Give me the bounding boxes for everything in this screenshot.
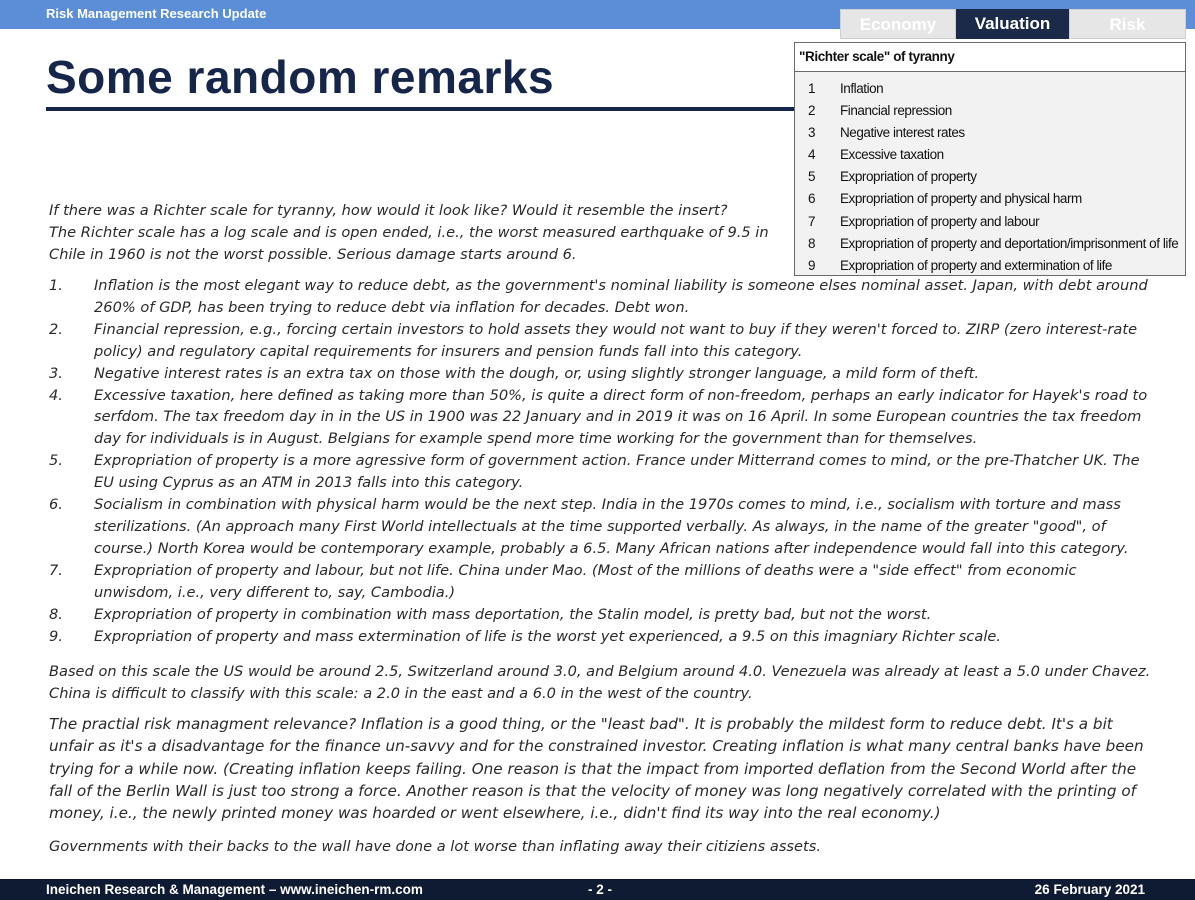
list-item-number: 5. [49,452,63,470]
list-item-number: 9. [49,627,63,645]
tab-economy[interactable]: Economy [840,9,956,39]
intro-paragraph [49,200,784,266]
insert-item-number: 1 [808,81,816,96]
list-item-text: Expropriation of property in combination with mass deportation, the Stalin model, is pretty bad, but not the worst. [94,605,932,623]
section-tabs [840,9,1186,39]
list-item-number: 3. [49,364,63,382]
insert-item [795,144,1185,166]
list-item [49,450,1159,494]
list-item-text: Socialism in combination with physical harm would be the next step. India in the 1970s comes to mind, i.e., socialism with torture and mass sterilizations. (An approach many First World intellectuals at the time supported verbally. As always, in the name of the greater "good", of course.) North Korea would be contemporary example, probably a 6.5. Many African nations after independence would fall into this category. [94,496,1129,557]
footer-company: Ineichen Research & Management – www.ineichen-rm.com [46,882,423,897]
list-item [49,385,1159,451]
list-item [49,363,1159,385]
page-title: Some random remarks [46,51,555,103]
insert-item-number: 4 [808,147,816,163]
insert-item-label: Expropriation of property and physical harm [840,191,1082,207]
insert-item-label: Expropriation of property [840,169,977,185]
tyranny-list [49,275,1159,647]
list-item-text: Financial repression, e.g., forcing certain investors to hold assets they would not want to buy if they weren't forced to. ZIRP (zero interest-rate policy) and regulatory capital requirements for insurers and pension funds fall into this category. [94,320,1138,360]
insert-item-label: Expropriation of property and extermination of life [840,257,1112,273]
list-item [49,319,1159,363]
insert-item-number: 8 [808,235,816,251]
list-item-number: 6. [49,496,63,514]
list-item [49,275,1159,319]
insert-item [795,166,1185,188]
list-item-text: Excessive taxation, here defined as taking more than 50%, is quite a direct form of non-freedom, perhaps an early indicator for Hayek's road to serfdom. The tax freedom day in in the US in 1900 was 22 January and in 2019 it was on 16 April. In some European countries the tax freedom day for individuals is in August. Belgians for example spend more time working for the government than for themselves. [94,386,1148,448]
section-label: Risk Management Research Update [46,6,267,21]
title-underline [46,107,798,111]
insert-title: "Richter scale" of tyranny [795,43,1185,72]
list-item-text: Expropriation of property and labour, but not life. China under Mao. (Most of the millions of deaths were a "side effect" from economic unwisdom, i.e., very different to, say, Cambodia.) [94,561,1077,601]
insert-item-number: 5 [808,169,816,185]
insert-item-label: Excessive taxation [840,147,944,163]
insert-item [795,255,1185,277]
list-item-number: 2. [49,320,63,338]
footer-page-number: - 2 - [588,882,613,897]
relevance-paragraph: The practial risk managment relevance? Inflation is a good thing, or the "least bad". It is probably the mildest form to reduce debt. It's a bit unfair as it's a disadvantage for the finance un-savvy and for the constrained investor. Creating inflation is what many central banks have been trying for a while now. (Creating inflation keeps failing. One reason is that the impact from imported deflation from the Second World after the fall of the Berlin Wall is just too strong a force. Another reason is that the velocity of money was long negatively correlated with the printing of money, i.e., the newly printed money was hoarded or went elsewhere, i.e., didn't find its way into the real economy.) [49,715,1144,823]
tab-risk[interactable]: Risk [1069,9,1186,39]
list-item-number: 7. [49,561,63,579]
list-item-text: Expropriation of property and mass extermination of life is the worst yet experienced, a 9.5 on this imagniary Richter scale. [94,627,1002,645]
list-item-number: 4. [49,386,63,404]
richter-scale-insert [794,42,1186,276]
insert-item [795,78,1185,100]
list-item-number: 1. [49,277,63,294]
list-item-number: 8. [49,605,63,623]
insert-list [795,72,1185,277]
intro-line: The Richter scale has a log scale and is open ended, i.e., the worst measured earthquake of 9.5 in [49,223,769,241]
insert-item-number: 2 [808,103,816,119]
tab-valuation[interactable]: Valuation [956,9,1069,39]
list-item [49,560,1159,604]
list-item [49,626,1159,648]
footer-bar [0,879,1195,900]
list-item [49,494,1159,560]
intro-line: If there was a Richter scale for tyranny, how would it look like? Would it resemble the insert? [49,202,728,219]
insert-item-label: Financial repression [840,103,952,119]
footer-date: 26 February 2021 [1034,882,1145,897]
list-item-text: Expropriation of property is a more agressive form of government action. France under Mitterrand comes to mind, or the pre-Thatcher UK. The EU using Cyprus as an ATM in 2013 falls into this category. [94,452,1140,492]
list-item-text: Inflation is the most elegant way to reduce debt, as the government's nominal liability is someone elses nominal asset. Japan, with debt around 260% of GDP, has been trying to reduce debt via inflation for decades. Debt won. [94,277,1148,316]
insert-item [795,100,1185,122]
governments-paragraph: Governments with their backs to the wall have done a lot worse than inflating away their citiziens assets. [49,838,821,855]
intro-line: Chile in 1960 is not the worst possible. Serious damage starts around 6. [49,245,577,263]
insert-item-number: 9 [808,257,816,273]
insert-item [795,122,1185,144]
list-item [49,604,1159,626]
insert-item [795,233,1185,255]
insert-item [795,211,1185,233]
insert-item-label: Inflation [840,81,884,96]
insert-item-label: Expropriation of property and labour [840,213,1040,229]
insert-item-label: Expropriation of property and deportation/imprisonment of life [840,235,1179,251]
scale-paragraph: Based on this scale the US would be around 2.5, Switzerland around 3.0, and Belgium around 4.0. Venezuela was already at least a 5.0 under Chavez. China is difficult to classify with this scale: a 2.0 in the east and a 6.0 in the west of the country. [49,663,1151,702]
insert-item [795,188,1185,210]
insert-item-number: 6 [808,191,816,207]
list-item-text: Negative interest rates is an extra tax on those with the dough, or, using slightly stronger language, a mild form of theft. [94,364,980,382]
insert-item-label: Negative interest rates [840,125,965,141]
insert-item-number: 3 [808,125,816,141]
insert-item-number: 7 [808,213,816,229]
